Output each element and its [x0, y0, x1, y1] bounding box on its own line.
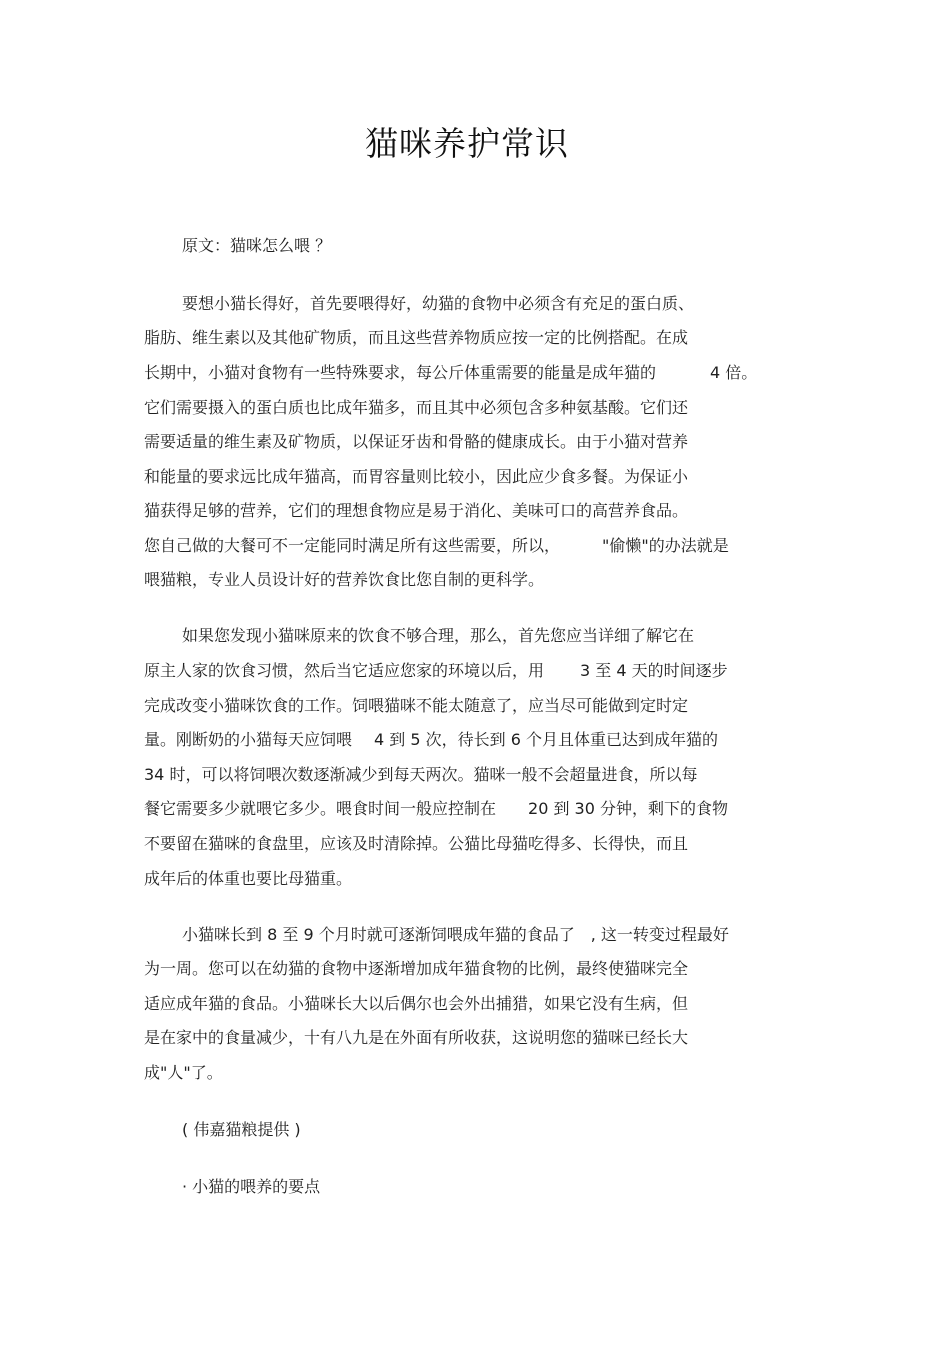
paragraph-3-line-1	[182, 925, 729, 945]
paragraph-1-line-7: 猫获得足够的营养，它们的理想食物应是易于消化、美味可口的高营养食品。	[144, 501, 689, 520]
article-heading: 原文：猫咪怎么喂 ？	[182, 236, 332, 255]
paragraph-1-line-3-text: 长期中，小猫对食物有一些特殊要求，每公斤体重需要的能量是成年猫的	[144, 363, 657, 382]
paragraph-1-line-3	[144, 363, 757, 383]
paragraph-2-line-4-text: 量。刚断奶的小猫每天应饲喂	[144, 730, 353, 749]
paragraph-2-line-2-tail: 3 至 4 天的时间逐步	[580, 661, 728, 680]
paragraph-2-line-6-tail: 20 到 30 分钟，剩下的食物	[528, 799, 728, 818]
paragraph-2-line-6-text: 餐它需要多少就喂它多少。喂食时间一般应控制在	[144, 799, 497, 818]
section-list-item: · 小猫的喂养的要点	[182, 1177, 321, 1196]
paragraph-2-line-6	[144, 799, 728, 819]
paragraph-3-line-5: 成"人"了。	[144, 1063, 223, 1082]
paragraph-2-line-8: 成年后的体重也要比母猫重。	[144, 869, 353, 888]
paragraph-1-line-3-tail: 4 倍。	[710, 363, 758, 382]
paragraph-1-line-8	[144, 536, 729, 556]
paragraph-2-line-1: 如果您发现小猫咪原来的饮食不够合理，那么，首先您应当详细了解它在	[182, 626, 695, 645]
paragraph-3-line-4: 是在家中的食量减少，十有八九是在外面有所收获，这说明您的猫咪已经长大	[144, 1028, 689, 1047]
paragraph-3-line-2: 为一周。您可以在幼猫的食物中逐渐增加成年猫食物的比例，最终使猫咪完全	[144, 959, 689, 978]
paragraph-1-line-1: 要想小猫长得好，首先要喂得好，幼猫的食物中必须含有充足的蛋白质、	[182, 294, 695, 313]
paragraph-2-line-2-text: 原主人家的饮食习惯，然后当它适应您家的环境以后，用	[144, 661, 545, 680]
credit-note: ( 伟嘉猫粮提供 )	[182, 1120, 301, 1139]
paragraph-1-line-8-tail: "偷懒"的办法就是	[602, 536, 729, 555]
paragraph-2-line-4-tail: 4 到 5 次，待长到 6 个月且体重已达到成年猫的	[374, 730, 718, 749]
paragraph-2-line-4	[144, 730, 718, 750]
paragraph-1-line-6: 和能量的要求远比成年猫高，而胃容量则比较小，因此应少食多餐。为保证小	[144, 467, 689, 486]
paragraph-2-line-7: 不要留在猫咪的食盘里，应该及时清除掉。公猫比母猫吃得多、长得快，而且	[144, 834, 689, 853]
paragraph-3-line-1-text: 小猫咪长到 8 至 9 个月时就可逐渐饲喂成年猫的食品了	[182, 925, 575, 944]
paragraph-1-line-5: 需要适量的维生素及矿物质，以保证牙齿和骨骼的健康成长。由于小猫对营养	[144, 432, 689, 451]
paragraph-2-line-5: 34 时，可以将饲喂次数逐渐减少到每天两次。猫咪一般不会超量进食，所以每	[144, 765, 698, 784]
paragraph-2-line-2	[144, 661, 728, 681]
paragraph-3-line-3: 适应成年猫的食品。小猫咪长大以后偶尔也会外出捕猎，如果它没有生病，但	[144, 994, 689, 1013]
paragraph-1-line-9: 喂猫粮，专业人员设计好的营养饮食比您自制的更科学。	[144, 570, 545, 589]
paragraph-3-line-1-tail: , 这一转变过程最好	[590, 925, 729, 944]
paragraph-1-line-8-text: 您自己做的大餐可不一定能同时满足所有这些需要，所以，	[144, 536, 561, 555]
paragraph-1-line-4: 它们需要摄入的蛋白质也比成年猫多，而且其中必须包含多种氨基酸。它们还	[144, 398, 689, 417]
paragraph-2-line-3: 完成改变小猫咪饮食的工作。饲喂猫咪不能太随意了，应当尽可能做到定时定	[144, 696, 689, 715]
document-title: 猫咪养护常识	[365, 124, 569, 163]
paragraph-1-line-2: 脂肪、维生素以及其他矿物质，而且这些营养物质应按一定的比例搭配。在成	[144, 328, 689, 347]
